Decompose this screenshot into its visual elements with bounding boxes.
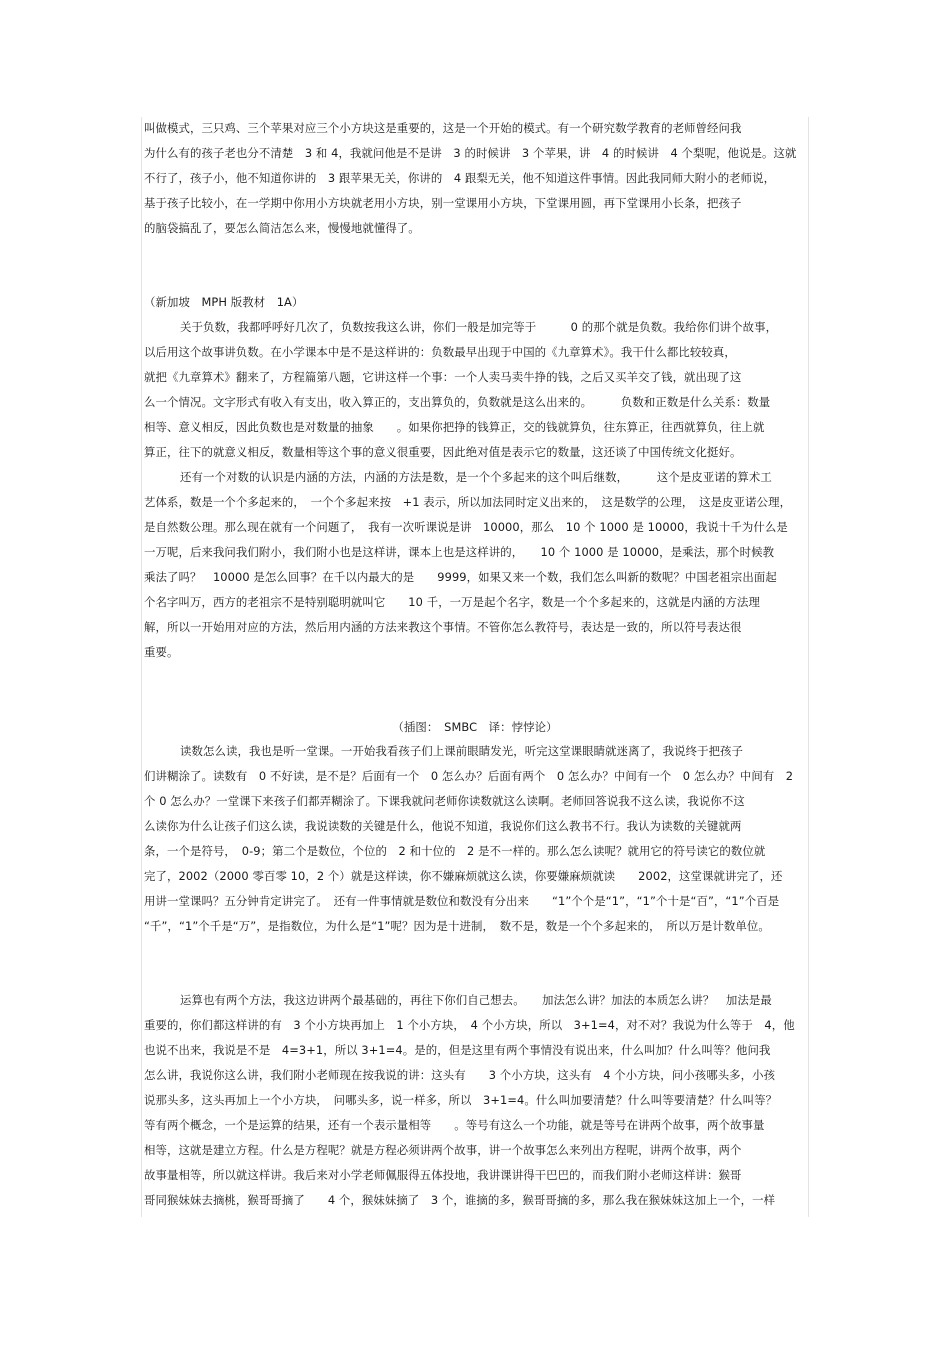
text-line: 等有两个概念，一个是运算的结果，还有一个表示量相等 。等号有这么一个功能，就是等号在讲两个故事，两个故事量 <box>144 1118 765 1132</box>
text-line: 重要的，你们都这样讲的有 3 个小方块再加上 1 个小方块， 4 个小方块，所以 3+1=4，对不对？我说为什么等于 4，他 <box>144 1018 795 1032</box>
text-line: 是自然数公理。那么现在就有一个问题了， 我有一次听课说是讲 10000，那么 10 个 1000 是 10000，我说十千为什么是 <box>144 520 788 534</box>
text-line: 运算也有两个方法，我这边讲两个最基础的，再往下你们自己想去。 加法怎么讲？加法的本质怎么讲？ 加法是最 <box>180 993 772 1007</box>
text-line: 么一个情况。文字形式有收入有支出，收入算正的，支出算负的，负数就是这么出来的。 负数和正数是什么关系：数量 <box>144 395 771 409</box>
text-line: 一万呢，后来我问我们附小，我们附小也是这样讲，课本上也是这样讲的， 10 个 1000 是 10000，是乘法，那个时候教 <box>144 545 775 559</box>
text-line: 基于孩子比较小，在一学期中你用小方块就老用小方块，别一堂课用小方块，下堂课用圆，再下堂课用小长条，把孩子 <box>144 196 742 210</box>
text-line: 完了，2002（2000 零百零 10，2 个）就是这样读，你不嫌麻烦就这么读，你要嫌麻烦就读 2002，这堂课就讲完了，还 <box>144 869 783 883</box>
text-line: 为什么有的孩子老也分不清楚 3 和 4，我就问他是不是讲 3 的时候讲 3 个苹果，讲 4 的时候讲 4 个梨呢，他说是。这就 <box>144 146 797 160</box>
text-line: 么读你为什么让孩子们这么读，我说读数的关键是什么，他说不知道，我说你们这么教书不行。我认为读数的关键就两 <box>144 819 742 833</box>
text-line: 不行了，孩子小，他不知道你讲的 3 跟苹果无关，你讲的 4 跟梨无关，他不知道这件事情。因此我同师大附小的老师说， <box>144 171 776 185</box>
text-line: 关于负数，我都呼呼好几次了，负数按我这么讲，你们一般是加完等于 0 的那个就是负数。我给你们讲个故事， <box>180 320 778 334</box>
text-line: 算正，往下的就意义相反，数量相等这个事的意义很重要，因此绝对值是表示它的数量，这还谈了中国传统文化挺好。 <box>144 445 742 459</box>
text-line: 艺体系，数是一个个多起来的， 一个个多起来按 +1 表示，所以加法同时定义出来的， 这是数学的公理， 这是皮亚诺公理， <box>144 495 792 509</box>
text-line: 以后用这个故事讲负数。在小学课本中是不是这样讲的：负数最早出现于中国的《九章算术》。我干什么都比较较真， <box>144 345 736 359</box>
text-line: 怎么讲，我说你这么讲，我们附小老师现在按我说的讲：这头有 3 个小方块，这头有 4 个小方块，问小孩哪头多，小孩 <box>144 1068 776 1082</box>
text-line: 还有一个对数的认识是内涵的方法，内涵的方法是数，是一个个多起来的这个叫后继数， 这个是皮亚诺的算术工 <box>180 470 772 484</box>
text-line: 就把《九章算术》翻来了，方程篇第八题，它讲这样一个事：一个人卖马卖牛挣的钱，之后又买羊交了钱，就出现了这 <box>144 370 742 384</box>
text-line: 乘法了吗？ 10000 是怎么回事？在千以内最大的是 9999，如果又来一个数，我们怎么叫新的数呢？中国老祖宗出面起 <box>144 570 777 584</box>
text-line: 说那头多，这头再加上一个小方块， 问哪头多，说一样多，所以 3+1=4。什么叫加要清楚？什么叫等要清楚？什么叫等？ <box>144 1093 778 1107</box>
figure-caption: （插图： SMBC 译：悖悖论） <box>392 720 558 734</box>
text-line: 哥同猴妹妹去摘桃，猴哥哥摘了 4 个，猴妹妹摘了 3 个，谁摘的多，猴哥哥摘的多，那么我在猴妹妹这加上一个，一样 <box>144 1193 776 1207</box>
text-line: 相等，这就是建立方程。什么是方程呢？就是方程必须讲两个故事，讲一个故事怎么来列出方程呢，讲两个故事，两个 <box>144 1143 742 1157</box>
text-line: 叫做模式，三只鸡、三个苹果对应三个小方块这是重要的，这是一个开始的模式。有一个研究数学教育的老师曾经问我 <box>144 121 742 135</box>
text-line: 也说不出来，我说是不是 4=3+1，所以 3+1=4。是的，但是这里有两个事情没有说出来，什么叫加？什么叫等？他问我 <box>144 1043 771 1057</box>
figure-caption: （新加坡 MPH 版教材 1A） <box>144 295 304 309</box>
text-line: 个名字叫万，西方的老祖宗不是特别聪明就叫它 10 千，一万是起个名字，数是一个个多起来的，这就是内涵的方法理 <box>144 595 760 609</box>
text-line: 相等、意义相反，因此负数也是对数量的抽象 。如果你把挣的钱算正，交的钱就算负，往东算正，往西就算负，往上就 <box>144 420 765 434</box>
text-line: 解，所以一开始用对应的方法，然后用内涵的方法来教这个事情。不管你怎么教符号，表达是一致的，所以符号表达很 <box>144 620 742 634</box>
text-line: 故事量相等，所以就这样讲。我后来对小学老师佩服得五体投地，我讲课讲得干巴巴的，而我们附小老师这样讲：猴哥 <box>144 1168 742 1182</box>
text-line: 个 0 怎么办？一堂课下来孩子们都弄糊涂了。下课我就问老师你读数就这么读啊。老师回答说我不这么读，我说你不这 <box>144 794 745 808</box>
text-line: 重要。 <box>144 645 179 659</box>
text-line: 们讲糊涂了。读数有 0 不好读，是不是？后面有一个 0 怎么办？后面有两个 0 怎么办？中间有一个 0 怎么办？中间有 2 <box>144 769 794 783</box>
text-line: 的脑袋搞乱了，要怎么简洁怎么来，慢慢地就懂得了。 <box>144 221 420 235</box>
text-line: 条，一个是符号， 0-9；第二个是数位，个位的 2 和十位的 2 是不一样的。那么怎么读呢？就用它的符号读它的数位就 <box>144 844 766 858</box>
text-line: 用讲一堂课吗？五分钟肯定讲完了。 还有一件事情就是数位和数没有分出来 “1”个个是“1”，“1”个十是“百”，“1”个百是 <box>144 894 780 908</box>
text-line: 读数怎么读，我也是听一堂课。一开始我看孩子们上课前眼睛发光，听完这堂课眼睛就迷离了，我说终于把孩子 <box>180 744 744 758</box>
text-line: “千”，“1”个千是“万”，是指数位，为什么是“1”呢？因为是十进制， 数不是，数是一个个多起来的， 所以万是计数单位。 <box>144 919 770 933</box>
